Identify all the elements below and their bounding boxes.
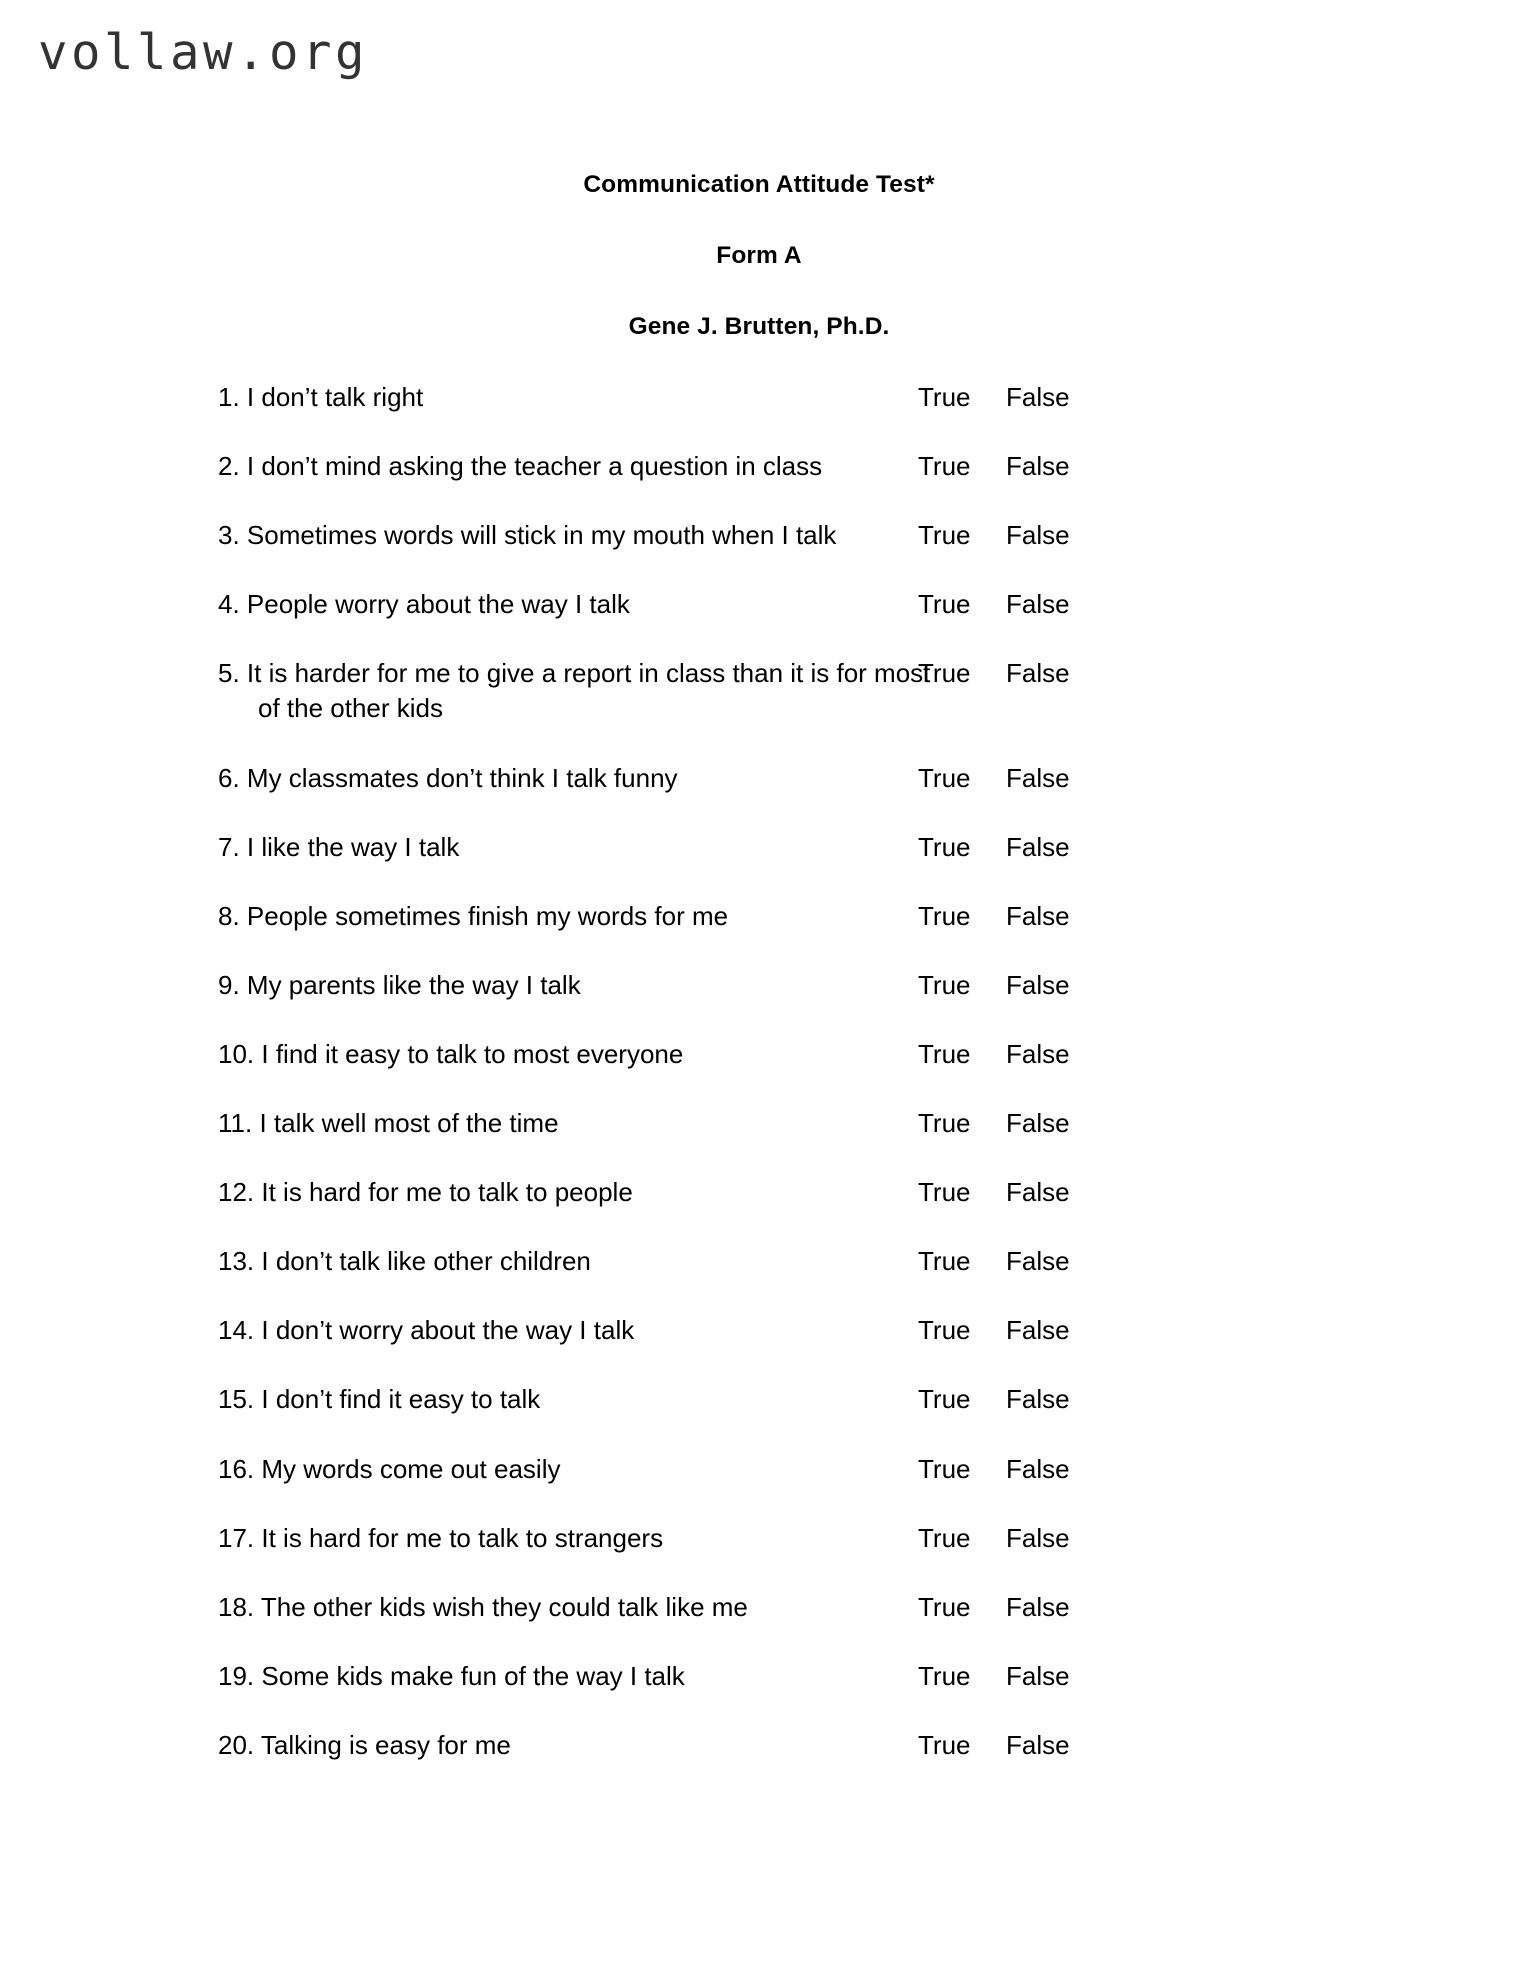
question-text: 2. I don’t mind asking the teacher a question in class <box>218 451 823 482</box>
answer-true-option[interactable]: True <box>918 451 971 482</box>
question-row <box>218 1452 1298 1487</box>
question-text: 9. My parents like the way I talk <box>218 969 581 1000</box>
answer-true-option[interactable]: True <box>918 589 971 620</box>
question-row <box>218 380 1298 415</box>
question-row <box>218 1728 1298 1763</box>
answer-true-option[interactable]: True <box>918 1453 971 1484</box>
answer-options <box>918 1590 1096 1625</box>
question-row <box>218 1659 1298 1694</box>
answer-options <box>918 1244 1096 1279</box>
question-row <box>218 656 1298 726</box>
answer-false-option[interactable]: False <box>1006 900 1070 931</box>
question-text: 13. I don’t talk like other children <box>218 1246 591 1277</box>
answer-false-option[interactable]: False <box>1006 1453 1070 1484</box>
answer-options <box>918 1037 1096 1072</box>
answer-options <box>918 1521 1096 1556</box>
site-watermark: vollaw.org <box>38 24 369 81</box>
answer-true-option[interactable]: True <box>918 520 971 551</box>
answer-options <box>918 1728 1096 1763</box>
answer-true-option[interactable]: True <box>918 900 971 931</box>
question-row <box>218 1590 1298 1625</box>
question-row <box>218 449 1298 484</box>
question-text: 3. Sometimes words will stick in my mouth when I talk <box>218 520 837 551</box>
question-text: 7. I like the way I talk <box>218 831 460 862</box>
question-row <box>218 1521 1298 1556</box>
question-text: 18. The other kids wish they could talk like me <box>218 1591 748 1622</box>
answer-options <box>918 761 1096 796</box>
question-text: 19. Some kids make fun of the way I talk <box>218 1660 685 1691</box>
question-row <box>218 1106 1298 1141</box>
answer-false-option[interactable]: False <box>1006 589 1070 620</box>
answer-options <box>918 899 1096 934</box>
answer-options <box>918 380 1096 415</box>
question-row <box>218 761 1298 796</box>
answer-options <box>918 1106 1096 1141</box>
question-text: 5. It is harder for me to give a report in class than it is for most of the other kids <box>218 658 931 724</box>
document-heading-block <box>0 172 1518 341</box>
answer-options <box>918 1382 1096 1417</box>
answer-false-option[interactable]: False <box>1006 451 1070 482</box>
answer-false-option[interactable]: False <box>1006 1246 1070 1277</box>
page-title: Communication Attitude Test* <box>583 171 935 198</box>
question-row <box>218 1244 1298 1279</box>
answer-true-option[interactable]: True <box>918 1038 971 1069</box>
answer-true-option[interactable]: True <box>918 1660 971 1691</box>
answer-false-option[interactable]: False <box>1006 831 1070 862</box>
answer-true-option[interactable]: True <box>918 1315 971 1346</box>
form-subtitle: Form A <box>716 241 802 269</box>
author-name: Gene J. Brutten, Ph.D. <box>628 312 890 340</box>
answer-true-option[interactable]: True <box>918 831 971 862</box>
answer-true-option[interactable]: True <box>918 1108 971 1139</box>
answer-true-option[interactable]: True <box>918 382 971 412</box>
answer-false-option[interactable]: False <box>1006 382 1070 412</box>
question-text: 8. People sometimes finish my words for me <box>218 900 729 931</box>
question-list <box>218 380 1298 1763</box>
question-text: 14. I don’t worry about the way I talk <box>218 1315 635 1346</box>
question-text: 11. I talk well most of the time <box>218 1108 559 1139</box>
question-row <box>218 830 1298 865</box>
question-text: 17. It is hard for me to talk to strangers <box>218 1522 664 1553</box>
answer-options <box>918 1175 1096 1210</box>
answer-options <box>918 968 1096 1003</box>
answer-false-option[interactable]: False <box>1006 969 1070 1000</box>
answer-options <box>918 1452 1096 1487</box>
question-text: 1. I don’t talk right <box>218 382 424 412</box>
answer-false-option[interactable]: False <box>1006 520 1070 551</box>
answer-options <box>918 1313 1096 1348</box>
question-row <box>218 968 1298 1003</box>
question-text: 4. People worry about the way I talk <box>218 589 630 620</box>
answer-false-option[interactable]: False <box>1006 1729 1070 1760</box>
question-row <box>218 1313 1298 1348</box>
answer-false-option[interactable]: False <box>1006 1108 1070 1139</box>
question-row <box>218 1037 1298 1072</box>
question-text: 15. I don’t find it easy to talk <box>218 1384 541 1415</box>
answer-options <box>918 518 1096 553</box>
answer-false-option[interactable]: False <box>1006 658 1070 689</box>
question-text: 20. Talking is easy for me <box>218 1729 511 1760</box>
question-row <box>218 1175 1298 1210</box>
answer-options <box>918 587 1096 622</box>
answer-false-option[interactable]: False <box>1006 1591 1070 1622</box>
answer-true-option[interactable]: True <box>918 1729 971 1760</box>
answer-false-option[interactable]: False <box>1006 1038 1070 1069</box>
question-row <box>218 1382 1298 1417</box>
answer-false-option[interactable]: False <box>1006 1522 1070 1553</box>
answer-options <box>918 830 1096 865</box>
question-row <box>218 518 1298 553</box>
answer-true-option[interactable]: True <box>918 1522 971 1553</box>
answer-true-option[interactable]: True <box>918 1591 971 1622</box>
question-text: 12. It is hard for me to talk to people <box>218 1177 633 1208</box>
answer-true-option[interactable]: True <box>918 762 971 793</box>
answer-options <box>918 449 1096 484</box>
question-text: 10. I find it easy to talk to most everyone <box>218 1038 684 1069</box>
answer-true-option[interactable]: True <box>918 658 971 689</box>
answer-options <box>918 1659 1096 1694</box>
answer-false-option[interactable]: False <box>1006 1177 1070 1208</box>
answer-false-option[interactable]: False <box>1006 1315 1070 1346</box>
answer-false-option[interactable]: False <box>1006 1660 1070 1691</box>
question-text: 6. My classmates don’t think I talk funny <box>218 762 678 793</box>
answer-true-option[interactable]: True <box>918 1177 971 1208</box>
question-row <box>218 587 1298 622</box>
answer-true-option[interactable]: True <box>918 1384 971 1415</box>
answer-false-option[interactable]: False <box>1006 1384 1070 1415</box>
question-text: 16. My words come out easily <box>218 1453 561 1484</box>
answer-false-option[interactable]: False <box>1006 762 1070 793</box>
question-row <box>218 899 1298 934</box>
answer-options <box>918 656 1096 691</box>
answer-true-option[interactable]: True <box>918 969 971 1000</box>
answer-true-option[interactable]: True <box>918 1246 971 1277</box>
